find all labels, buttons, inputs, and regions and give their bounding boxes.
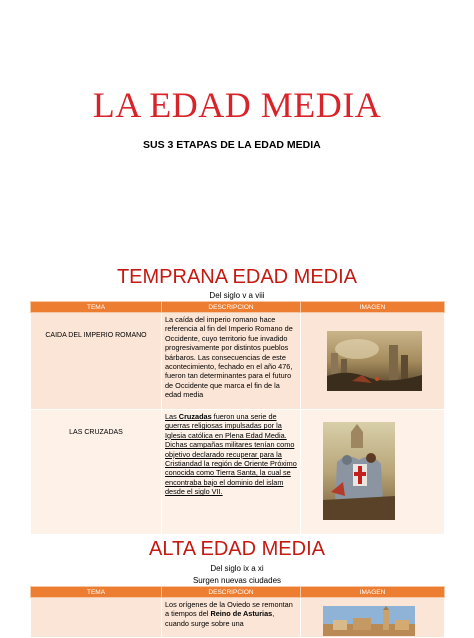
table-alta: [30, 586, 445, 638]
column-header-imagen: IMAGEN: [301, 302, 445, 313]
section-title-alta: ALTA EDAD MEDIA: [149, 538, 325, 560]
column-header-descripcion: DESCRIPCION: [162, 302, 301, 313]
section-title-temprana: TEMPRANA EDAD MEDIA: [116, 266, 358, 288]
section-range-alta: Del siglo ix a xi: [210, 564, 264, 573]
description-post: , cuando surge sobre una: [165, 609, 275, 628]
row-image-cell: [301, 313, 445, 410]
section-range-temprana: Del siglo v a viii: [209, 291, 265, 300]
table-row: [31, 410, 445, 535]
ruined-city-painting-image: [327, 331, 422, 391]
description-bold: Reino de Asturias: [210, 609, 273, 619]
column-header-tema: TEMA: [31, 302, 162, 313]
table-row: [31, 313, 445, 410]
table-temprana: [30, 301, 445, 535]
row-topic: CAIDA DEL IMPERIO ROMANO: [31, 313, 162, 410]
row-description: [162, 410, 301, 535]
description-pre: Las: [165, 412, 179, 421]
page-title: LA EDAD MEDIA: [92, 85, 382, 125]
column-header-imagen: IMAGEN: [301, 587, 445, 598]
description-bold: Cruzadas: [178, 412, 212, 421]
table-header-row: [31, 587, 445, 598]
column-header-descripcion: DESCRIPCION: [162, 587, 301, 598]
row-description: La caída del imperio romano hace referencia al fin del Imperio Romano de Occidente, cuyo territorio fue invadido progresivamente por distintos pueblos bárbaros. Las consecuencias de este acontecimiento, fechado en el año 476, fueron tan determinantes para el futuro de Occidente que marca el fin de la edad media: [162, 313, 301, 410]
row-topic: LAS CRUZADAS: [31, 410, 162, 535]
page-subtitle: SUS 3 ETAPAS DE LA EDAD MEDIA: [143, 139, 321, 151]
description-post: fueron una serie de guerras religiosas impulsadas por la Iglesia católica en Plena Edad Media. Dichas campañas militares tenían como objetivo declarado recuperar para la Cristiandad la región de Oriente Próximo conocida como Tierra Santa, la cual se encontraba bajo el dominio del islam desde el siglo VII.: [165, 412, 297, 497]
table-header-row: [31, 302, 445, 313]
description-pre: Los orígenes de la Oviedo se remontan a tiempos del: [165, 600, 293, 619]
row-image-cell: [301, 410, 445, 535]
crusader-battle-painting-image: [323, 422, 395, 520]
section-note-alta: Surgen nuevas ciudades: [192, 576, 282, 585]
column-header-tema: TEMA: [31, 587, 162, 598]
